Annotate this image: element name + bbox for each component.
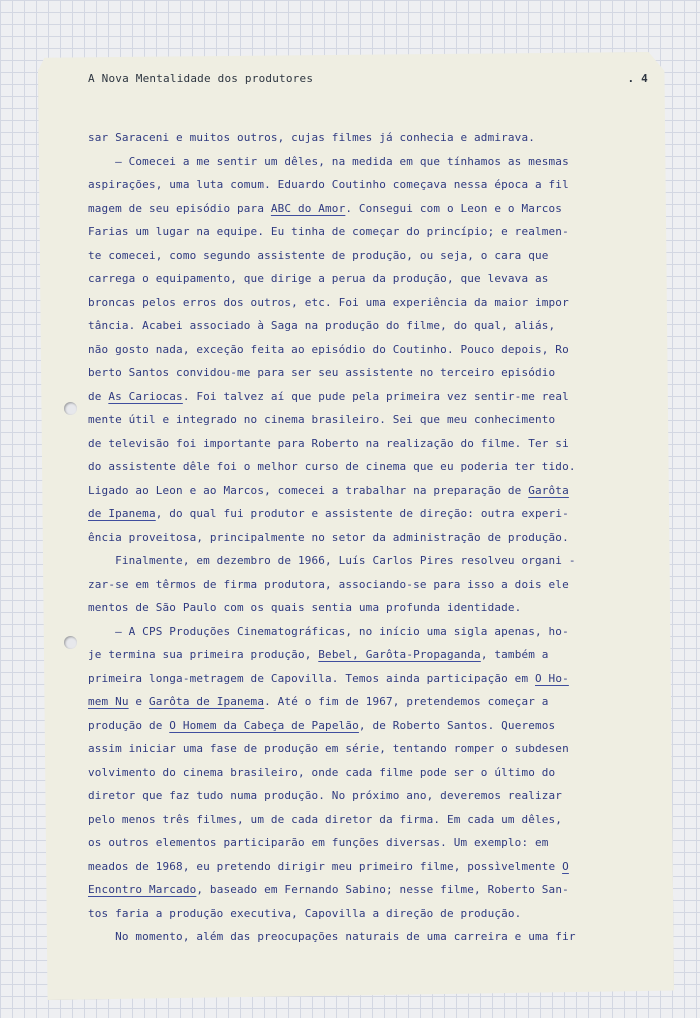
- text-segment: . Foi talvez aí que pude pela primeira vez sentir-me real: [182, 389, 569, 403]
- text-segment: je termina sua primeira produção,: [88, 648, 319, 661]
- text-segment: , também a: [480, 648, 549, 661]
- text-line: [88, 761, 648, 785]
- underlined-title: Bebel, Garôta-Propaganda: [318, 648, 481, 661]
- text-line: [88, 197, 648, 221]
- text-segment: e: [128, 695, 149, 708]
- text-line: [88, 596, 648, 620]
- text-segment: primeira longa-metragem de Capovilla. Temos ainda participação em: [88, 671, 535, 685]
- text-segment: de televisão foi importante para Roberto na realização do filme. Ter si: [88, 436, 569, 450]
- text-line: [88, 455, 648, 479]
- text-line: [88, 220, 648, 244]
- text-line: [88, 314, 648, 338]
- text-segment: os outros elementos participarão em funções diversas. Um exemplo: em: [88, 836, 549, 849]
- underlined-title: de Ipanema: [88, 507, 156, 520]
- text-line: [88, 338, 648, 362]
- underlined-title: Encontro Marcado: [88, 883, 197, 896]
- running-title: A Nova Mentalidade dos produtores: [88, 72, 314, 85]
- text-segment: volvimento do cinema brasileiro, onde cada filme pode ser o último do: [88, 765, 556, 779]
- underlined-title: Garôta de Ipanema: [148, 695, 265, 708]
- text-line: [88, 502, 648, 526]
- underlined-title: O Ho-: [535, 671, 569, 685]
- text-segment: . Até o fim de 1967, pretendemos começar a: [264, 695, 549, 708]
- text-line: [88, 831, 648, 855]
- text-segment: tos faria a produção executiva, Capovilla a direção de produção.: [88, 906, 522, 920]
- text-segment: não gosto nada, exceção feita ao episódio do Coutinho. Pouco depois, Ro: [88, 342, 569, 356]
- text-line: [88, 549, 648, 573]
- text-segment: do assistente dêle foi o melhor curso de cinema que eu poderia ter tido.: [88, 460, 576, 473]
- underlined-title: O Homem da Cabeça de Papelão: [169, 718, 359, 732]
- text-segment: , de Roberto Santos. Queremos: [358, 718, 556, 732]
- text-segment: Finalmente, em dezembro de 1966, Luís Carlos Pires resolveu organi -: [88, 554, 576, 567]
- text-segment: te comecei, como segundo assistente de produção, ou seja, o cara que: [88, 248, 549, 262]
- text-line: [88, 573, 648, 597]
- text-line: [88, 291, 648, 315]
- text-segment: zar-se em têrmos de firma produtora, associando-se para isso a dois ele: [88, 577, 569, 591]
- text-line: [88, 784, 648, 808]
- text-line: [88, 479, 648, 503]
- text-line: [88, 150, 648, 174]
- text-line: [88, 737, 648, 761]
- text-segment: tância. Acabei associado à Saga na produção do filme, do qual, aliás,: [88, 319, 556, 332]
- text-segment: pelo menos três filmes, um de cada diretor da firma. Em cada um dêles,: [88, 812, 563, 826]
- text-line: [88, 385, 648, 409]
- text-segment: assim iniciar uma fase de produção em série, tentando romper o subdesen: [88, 742, 569, 755]
- document-body: [88, 126, 648, 949]
- text-segment: mente útil e integrado no cinema brasileiro. Sei que meu conhecimento: [88, 413, 556, 426]
- text-line: [88, 714, 648, 738]
- text-line: [88, 925, 648, 949]
- text-line: [88, 526, 648, 550]
- text-line: [88, 808, 648, 832]
- page-header: [88, 72, 648, 90]
- underlined-title: As Cariocas: [108, 389, 183, 403]
- text-segment: de: [88, 389, 109, 403]
- punch-hole: [64, 402, 77, 415]
- text-segment: Ligado ao Leon e ao Marcos, comecei a trabalhar na preparação de: [88, 483, 529, 497]
- text-segment: carrega o equipamento, que dirige a perua da produção, que levava as: [88, 272, 549, 285]
- text-segment: No momento, além das preocupações naturais de uma carreira e uma fir: [88, 930, 576, 943]
- text-segment: . Consegui com o Leon e o Marcos: [345, 201, 563, 215]
- text-segment: produção de: [88, 718, 170, 732]
- page-number: . 4: [627, 72, 648, 85]
- underlined-title: Garôta: [528, 483, 569, 497]
- text-line: [88, 690, 648, 714]
- text-segment: sar Saraceni e muitos outros, cujas filmes já conhecia e admirava.: [88, 131, 535, 144]
- text-segment: , do qual fui produtor e assistente de direção: outra experi-: [155, 507, 569, 520]
- text-segment: mentos de São Paulo com os quais sentia uma profunda identidade.: [88, 601, 522, 614]
- text-line: [88, 408, 648, 432]
- text-segment: — A CPS Produções Cinematográficas, no início uma sigla apenas, ho-: [88, 624, 569, 638]
- text-line: [88, 267, 648, 291]
- text-segment: berto Santos convidou-me para ser seu assistente no terceiro episódio: [88, 366, 556, 379]
- text-segment: aspirações, uma luta comum. Eduardo Coutinho começava nessa época a fil: [88, 178, 569, 191]
- text-line: [88, 855, 648, 879]
- text-line: [88, 173, 648, 197]
- underlined-title: ABC do Amor: [270, 201, 346, 215]
- text-segment: — Comecei a me sentir um dêles, na medida em que tínhamos as mesmas: [88, 154, 569, 168]
- text-segment: meados de 1968, eu pretendo dirigir meu primeiro filme, possìvelmente: [88, 859, 563, 873]
- punch-hole: [64, 636, 77, 649]
- text-line: [88, 902, 648, 926]
- text-segment: diretor que faz tudo numa produção. No próximo ano, deveremos realizar: [88, 789, 563, 802]
- text-line: [88, 620, 648, 644]
- text-segment: Farias um lugar na equipe. Eu tinha de começar do princípio; e realmen-: [88, 225, 569, 238]
- text-segment: ência proveitosa, principalmente no setor da administração de produção.: [88, 530, 569, 544]
- text-segment: , baseado em Fernando Sabino; nesse filme, Roberto San-: [196, 883, 569, 896]
- text-line: [88, 667, 648, 691]
- text-line: [88, 432, 648, 456]
- underlined-title: O: [562, 859, 569, 873]
- text-line: [88, 878, 648, 902]
- text-line: [88, 361, 648, 385]
- text-line: [88, 643, 648, 667]
- text-line: [88, 126, 648, 150]
- text-segment: broncas pelos erros dos outros, etc. Foi uma experiência da maior impor: [88, 295, 569, 309]
- text-line: [88, 244, 648, 268]
- text-segment: magem de seu episódio para: [88, 201, 271, 215]
- underlined-title: mem Nu: [88, 695, 129, 708]
